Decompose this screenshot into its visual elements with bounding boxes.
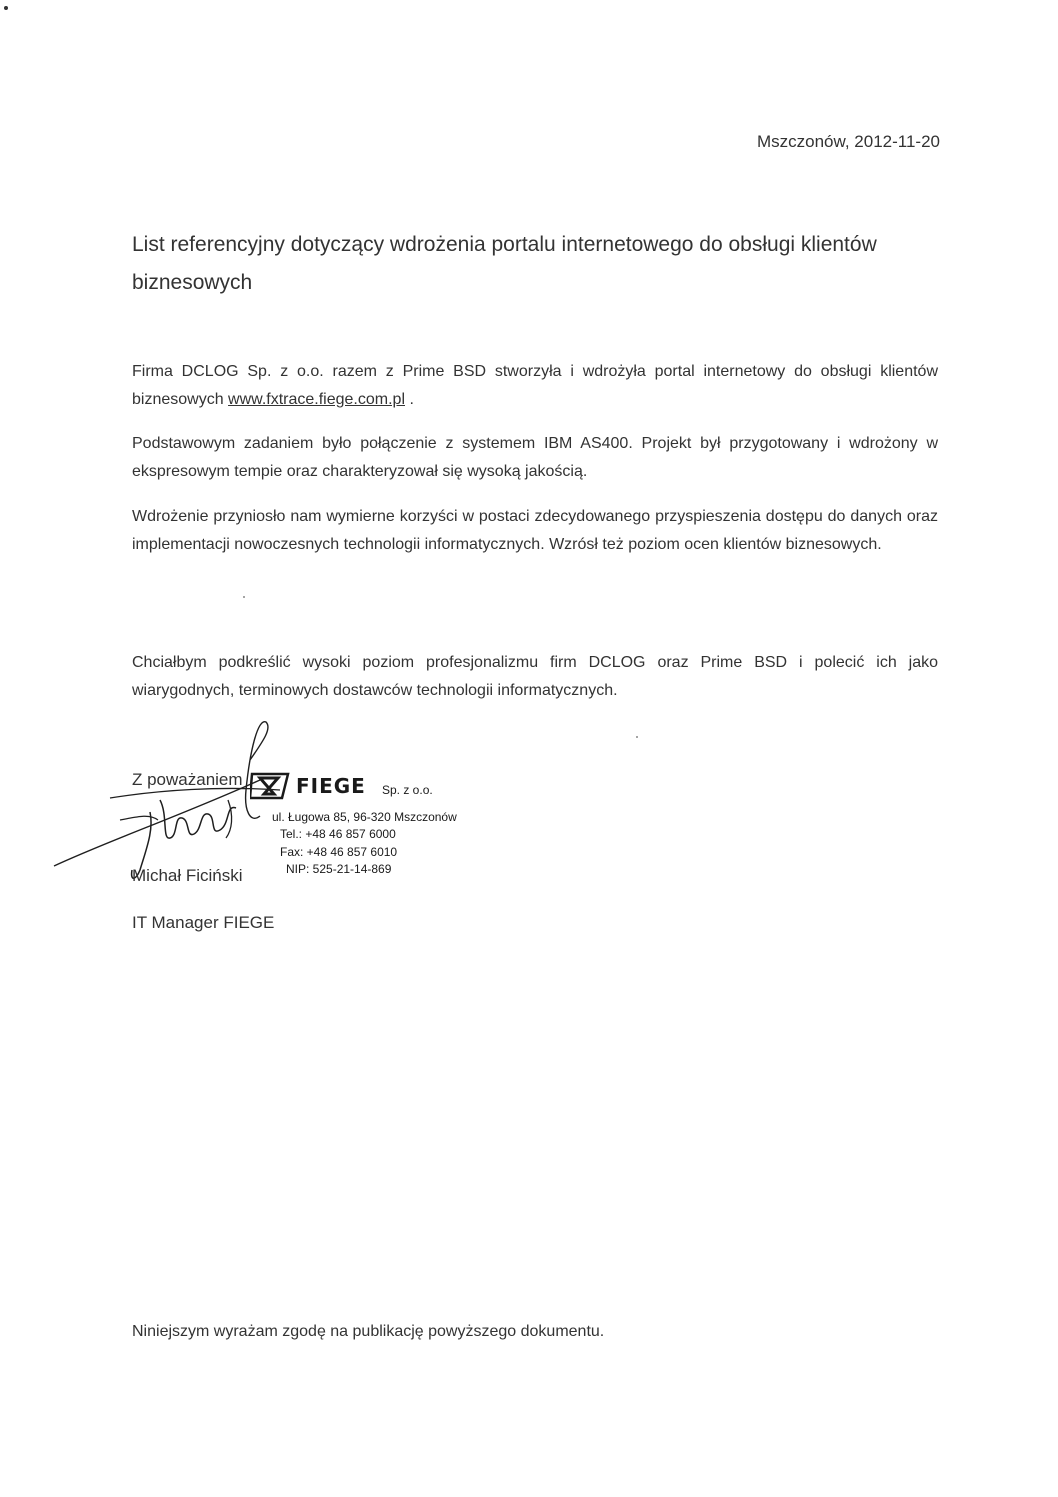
letter-title: List referencyjny dotyczący wdrożenia portalu internetowego do obsługi klientów biznesowych xyxy=(132,233,877,294)
scan-speck xyxy=(243,596,245,598)
closing-salutation: Z poważaniem xyxy=(132,770,243,789)
scan-speck xyxy=(636,736,638,738)
portal-link[interactable]: www.fxtrace.fiege.com.pl xyxy=(228,391,405,408)
stamp-phone: Tel.: +48 46 857 6000 xyxy=(280,827,396,841)
stamp-fax: Fax: +48 46 857 6010 xyxy=(280,845,398,859)
paragraph-intro xyxy=(132,358,938,414)
stamp-address: ul. Ługowa 85, 96-320 Mszczonów xyxy=(272,810,457,824)
signer-role: IT Manager FIEGE xyxy=(132,913,275,932)
paragraph-intro-text: Firma DCLOG Sp. z o.o. razem z Prime BSD stworzyła i wdrożyła portal internetowy do obsługi klientów biznesowych xyxy=(132,363,938,408)
signer-name: Michał Ficiński xyxy=(132,866,243,885)
stamp-brand: FIEGE xyxy=(296,774,366,798)
stamp-nip: NIP: 525-21-14-869 xyxy=(286,862,392,876)
publication-consent: Niniejszym wyrażam zgodę na publikację powyższego dokumentu. xyxy=(132,1323,605,1340)
paragraph-intro-end: . xyxy=(405,391,414,408)
scan-mark xyxy=(4,6,8,10)
paragraph-task: Podstawowym zadaniem było połączenie z systemem IBM AS400. Projekt był przygotowany i wdrożony w ekspresowym tempie oraz charakteryzował się wysoką jakością. xyxy=(132,435,938,480)
paragraph-benefits: Wdrożenie przyniosło nam wymierne korzyści w postaci zdecydowanego przyspieszenia dostępu do danych oraz implementacji nowoczesnych technologii informatycznych. Wzrósł też poziom ocen klientów biznesowych. xyxy=(132,508,938,553)
handwritten-signature xyxy=(50,720,310,890)
letter-date: Mszczonów, 2012-11-20 xyxy=(756,132,940,151)
stamp-company-suffix: Sp. z o.o. xyxy=(382,783,433,797)
paragraph-recommendation: Chciałbym podkreślić wysoki poziom profesjonalizmu firm DCLOG oraz Prime BSD i polecić ich jako wiarygodnych, terminowych dostawców technologii informatycznych. xyxy=(132,654,938,699)
